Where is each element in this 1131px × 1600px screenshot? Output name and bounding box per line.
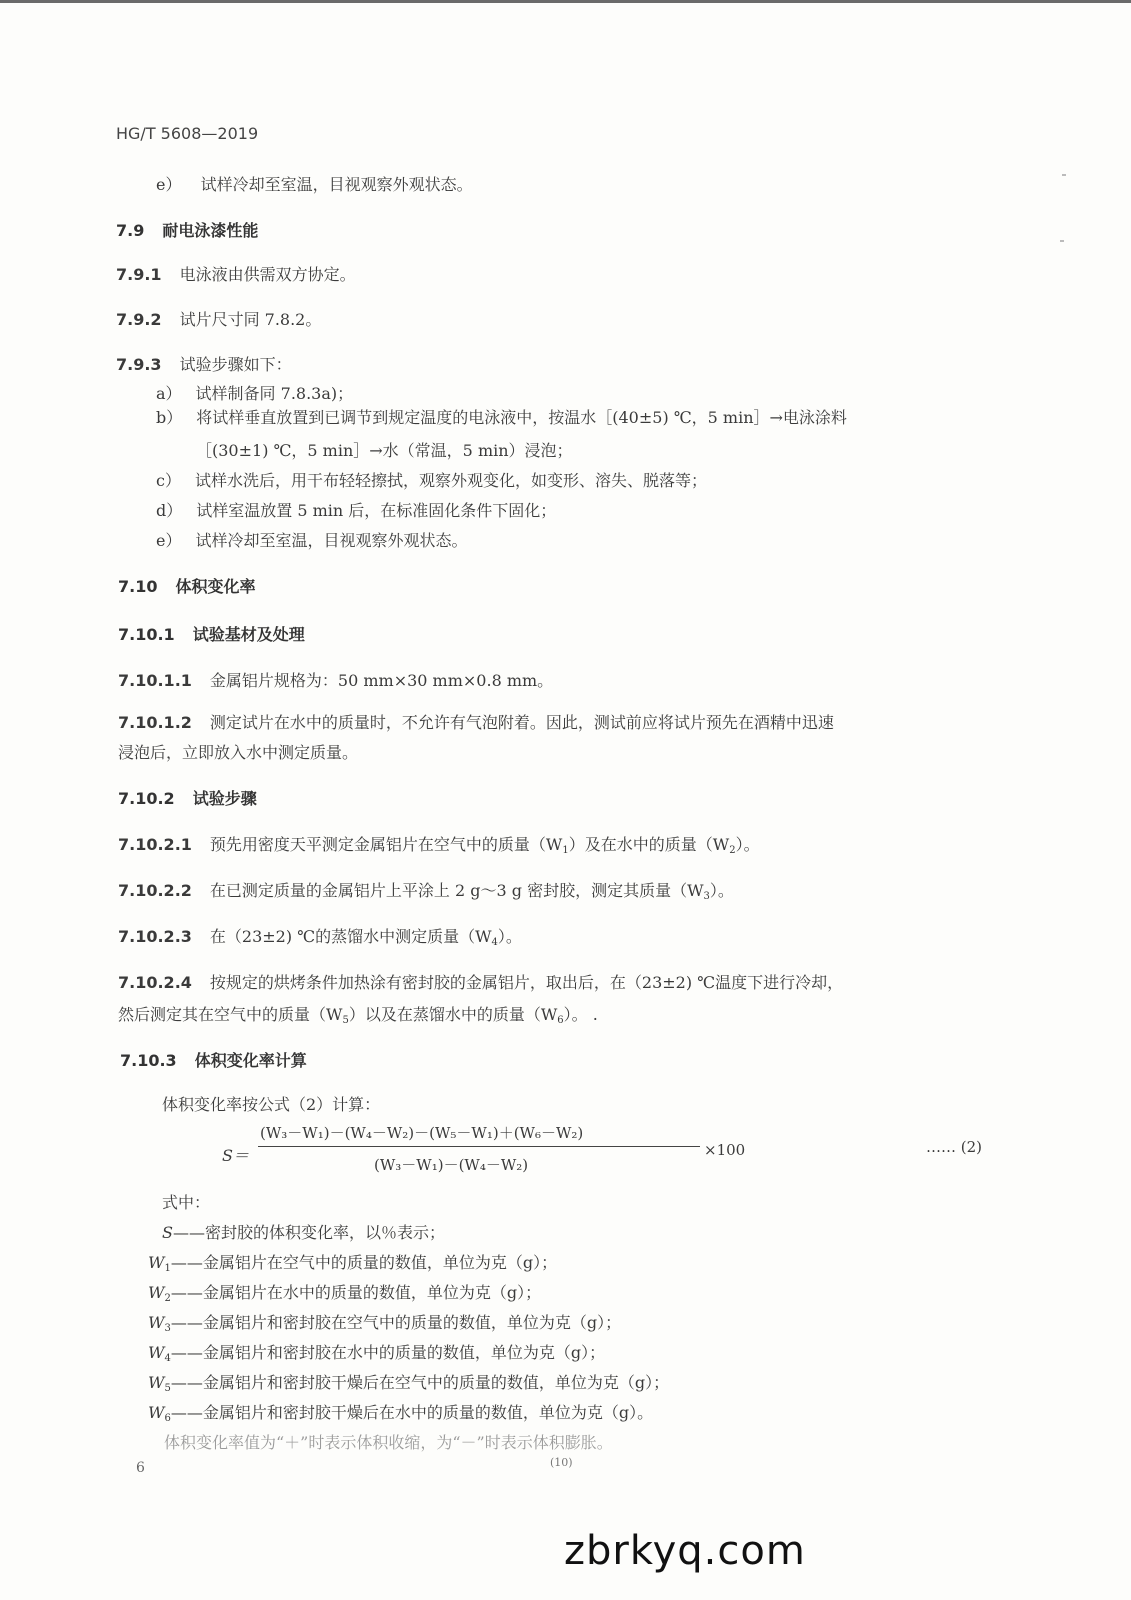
clause-number: 7.9.2 — [116, 310, 162, 329]
scan-top-border — [0, 0, 1131, 3]
clause-text: 试片尺寸同 7.8.2。 — [179, 310, 322, 329]
item-text: 试样冷却至室温，目视观察外观状态。 — [200, 175, 473, 194]
clause-text: ）。 — [709, 881, 734, 900]
clause-number: 7.9.3 — [116, 355, 162, 374]
section-title: 体积变化率计算 — [194, 1051, 307, 1070]
item-label: b） — [156, 408, 183, 427]
definition-item — [148, 1370, 669, 1394]
definition-symbol: W — [148, 1253, 165, 1272]
clause-text: ）以及在蒸馏水中的质量（W — [348, 1005, 558, 1024]
clause-number: 7.10.2.2 — [118, 881, 192, 900]
clause-number: 7.10.2.1 — [118, 835, 192, 854]
subscript: 5 — [342, 1015, 349, 1026]
standard-code: HG/T 5608—2019 — [116, 124, 259, 143]
clause-text: ）。 . — [563, 1005, 598, 1024]
subscript: 5 — [164, 1383, 171, 1394]
item-label: c） — [156, 471, 181, 490]
item-label: e） — [156, 175, 182, 194]
definition-text: ——金属铝片在水中的质量的数值，单位为克（g）； — [170, 1283, 542, 1302]
clause-continuation: 浸泡后，立即放入水中测定质量。 — [118, 743, 359, 762]
subscript: 3 — [703, 891, 710, 902]
subscript: 4 — [164, 1353, 171, 1364]
clause-number: 7.10.2.4 — [118, 973, 192, 992]
clause — [116, 262, 356, 285]
clause — [118, 970, 843, 993]
definition-note: 体积变化率值为“＋”时表示体积收缩，为“－”时表示体积膨胀。 — [164, 1433, 613, 1452]
definition-symbol: W — [148, 1403, 165, 1422]
clause-text: 试验步骤如下： — [179, 355, 292, 374]
subscript: 2 — [729, 845, 736, 856]
definition-item — [148, 1310, 621, 1334]
clause-text: 测定试片在水中的质量时，不允许有气泡附着。因此，测试前应将试片预先在酒精中迅速 — [209, 713, 834, 732]
section-title: 试验基材及处理 — [192, 625, 305, 644]
page-number: 6 — [136, 1460, 145, 1476]
definition-item — [148, 1340, 605, 1364]
item-text: 试样制备同 7.8.3a)； — [195, 384, 354, 403]
section-number: 7.10.3 — [120, 1051, 177, 1070]
item-continuation: ［(30±1) ℃，5 min］→水（常温，5 min）浸泡； — [196, 441, 573, 460]
clause-text: 预先用密度天平测定金属铝片在空气中的质量（W — [209, 835, 563, 854]
subscript: 2 — [164, 1293, 171, 1304]
list-item — [156, 172, 473, 195]
definition-text: ——金属铝片和密封胶干燥后在空气中的质量的数值，单位为克（g）； — [170, 1373, 670, 1392]
clause-number: 7.9.1 — [116, 265, 162, 284]
clause-text: 按规定的烘烤条件加热涂有密封胶的金属铝片，取出后，在（23±2) ℃温度下进行冷却， — [209, 973, 844, 992]
subscript: 1 — [562, 845, 569, 856]
section-number: 7.10.2 — [118, 789, 175, 808]
clause-number: 7.10.2.3 — [118, 927, 192, 946]
subscript: 6 — [164, 1413, 171, 1424]
definition-item — [162, 1220, 445, 1243]
clause-text: 金属铝片规格为：50 mm×30 mm×0.8 mm。 — [209, 671, 554, 690]
item-label: e） — [156, 531, 182, 550]
definition-text: ——金属铝片在空气中的质量的数值，单位为克（g）； — [170, 1253, 558, 1272]
definition-symbol: W — [148, 1343, 165, 1362]
scan-speck — [1062, 174, 1066, 176]
item-text: 将试样垂直放置到已调节到规定温度的电泳液中，按温水［(40±5) ℃，5 min］→电泳涂料 — [196, 408, 847, 427]
watermark: zbrkyq.com — [564, 1528, 806, 1574]
list-item — [156, 381, 353, 404]
clause — [118, 924, 522, 948]
definition-symbol: S — [162, 1223, 173, 1242]
definition-item — [148, 1250, 557, 1274]
section-heading — [120, 1048, 307, 1071]
formula-numerator: (W₃－W₁)－(W₄－W₂)－(W₅－W₁)＋(W₆－W₂) — [260, 1124, 584, 1142]
clause-text: 然后测定其在空气中的质量（W — [118, 1005, 343, 1024]
clause — [116, 307, 321, 330]
clause — [118, 668, 553, 691]
section-number: 7.9 — [116, 221, 145, 240]
subscript: 1 — [164, 1263, 171, 1274]
section-heading — [118, 574, 256, 597]
definition-text: ——金属铝片和密封胶在水中的质量的数值，单位为克（g）； — [170, 1343, 606, 1362]
item-label: a） — [156, 384, 182, 403]
item-text: 试样冷却至室温，目视观察外观状态。 — [195, 531, 468, 550]
definitions-intro: 式中： — [162, 1193, 211, 1212]
fraction-bar — [258, 1146, 700, 1147]
definition-symbol: W — [148, 1283, 165, 1302]
definition-item — [148, 1280, 541, 1304]
section-title: 试验步骤 — [192, 789, 257, 808]
section-heading — [118, 786, 257, 809]
clause — [118, 878, 734, 902]
clause-text: ）及在水中的质量（W — [568, 835, 730, 854]
section-number: 7.10 — [118, 577, 158, 596]
clause-continuation — [118, 1002, 598, 1026]
clause — [116, 352, 292, 375]
section-heading — [116, 218, 258, 241]
section-heading — [118, 622, 305, 645]
clause-number: 7.10.1.2 — [118, 713, 192, 732]
formula-denominator: (W₃－W₁)－(W₄－W₂) — [374, 1156, 529, 1174]
clause-number: 7.10.1.1 — [118, 671, 192, 690]
definition-symbol: W — [148, 1313, 165, 1332]
list-item — [156, 405, 847, 428]
clause-text: 在（23±2) ℃的蒸馏水中测定质量（W — [209, 927, 492, 946]
equation-number: …… (2) — [926, 1138, 983, 1156]
clause-text: ）。 — [735, 835, 760, 854]
formula-intro: 体积变化率按公式（2）计算： — [162, 1095, 381, 1114]
subscript: 3 — [164, 1323, 171, 1334]
subscript: 4 — [491, 937, 498, 948]
item-text: 试样水洗后，用干布轻轻擦拭，观察外观变化，如变形、溶失、脱落等； — [194, 471, 707, 490]
definition-text: ——金属铝片和密封胶干燥后在水中的质量的数值，单位为克（g）。 — [170, 1403, 654, 1422]
clause — [118, 710, 834, 733]
formula-lhs: S＝ — [222, 1146, 249, 1165]
subscript: 6 — [557, 1015, 564, 1026]
section-number: 7.10.1 — [118, 625, 175, 644]
item-text: 试样室温放置 5 min 后，在标准固化条件下固化； — [196, 501, 557, 520]
list-item — [156, 498, 556, 521]
clause-text: 电泳液由供需双方协定。 — [179, 265, 356, 284]
clause-text: ）。 — [497, 927, 522, 946]
list-item — [156, 528, 468, 551]
formula-multiplier: ×100 — [704, 1141, 746, 1159]
scan-speck — [1060, 240, 1064, 242]
item-label: d） — [156, 501, 183, 520]
definition-item — [148, 1400, 653, 1424]
definition-symbol: W — [148, 1373, 165, 1392]
clause-text: 在已测定质量的金属铝片上平涂上 2 g～3 g 密封胶，测定其质量（W — [209, 881, 704, 900]
clause — [118, 832, 760, 856]
section-title: 体积变化率 — [175, 577, 256, 596]
section-title: 耐电泳漆性能 — [162, 221, 259, 240]
definition-text: ——金属铝片和密封胶在空气中的质量的数值，单位为克（g）； — [170, 1313, 622, 1332]
definition-text: ——密封胶的体积变化率，以％表示； — [172, 1223, 445, 1242]
list-item — [156, 468, 707, 491]
scan-page-number: (10) — [550, 1456, 573, 1469]
